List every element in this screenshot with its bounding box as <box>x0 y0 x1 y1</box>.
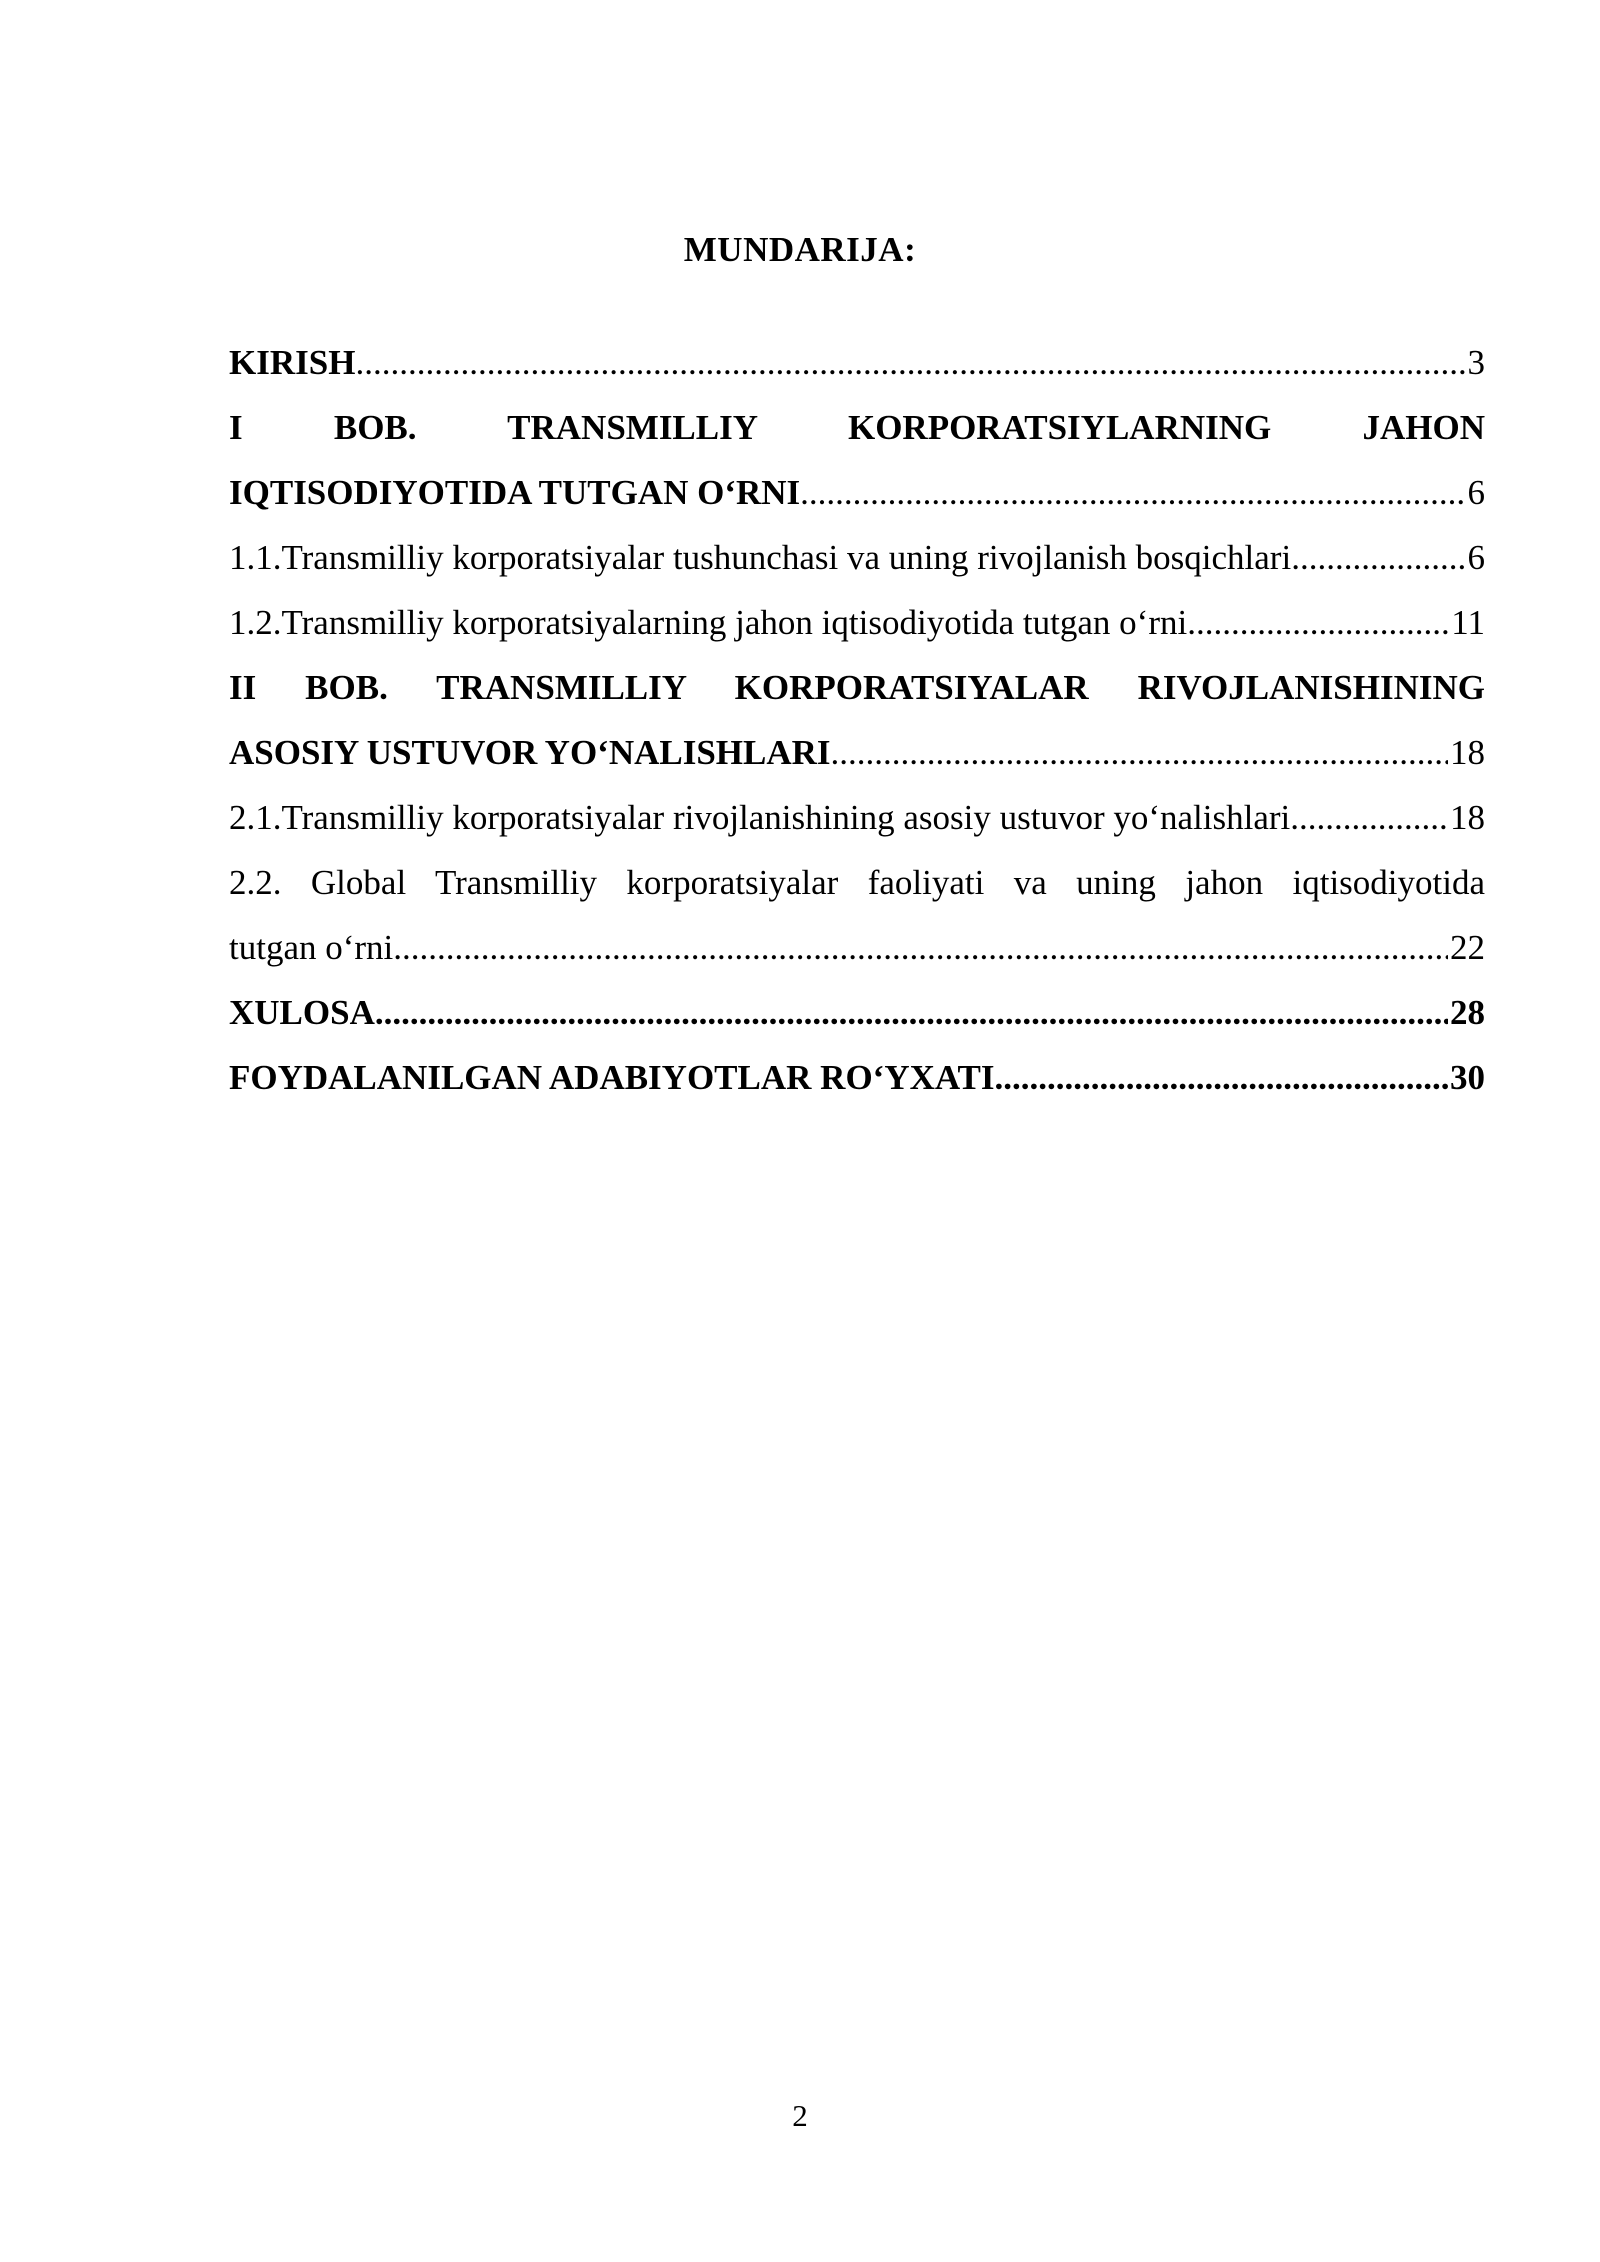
dot-leader <box>1187 590 1449 655</box>
toc-entry-section-2-2-line1[interactable] <box>229 850 1485 915</box>
toc-entry-label: IQTISODIYOTIDA TUTGAN O‘RNI <box>229 473 801 512</box>
page-title: MUNDARIJA: <box>683 230 917 269</box>
toc-page-number: 6 <box>1467 538 1485 577</box>
dot-leader <box>1290 785 1448 850</box>
dot-leader <box>1291 525 1465 590</box>
dot-leader <box>800 460 1465 525</box>
dot-leader <box>355 330 1465 395</box>
toc-entry-section-2-2-line2[interactable] <box>229 915 1485 980</box>
toc-page-number: 18 <box>1450 733 1485 772</box>
toc-page-number: 28 <box>1450 993 1485 1032</box>
toc-entry-label: 2.1.Transmilliy korporatsiyalar rivojlanishining asosiy ustuvor yo‘nalishlari <box>229 798 1291 837</box>
page-number: 2 <box>792 2098 808 2133</box>
toc-entry-section-1-2[interactable] <box>229 590 1485 655</box>
dot-leader <box>995 1045 1448 1110</box>
toc-page-number: 22 <box>1450 928 1485 967</box>
toc-entry-label: 2.2. Global Transmilliy korporatsiyalar faoliyati va uning jahon iqtisodiyotida <box>229 863 1485 902</box>
toc-page-number: 3 <box>1467 343 1485 382</box>
toc-entry-bob2-line2[interactable] <box>229 720 1485 785</box>
toc-entry-label: II BOB. TRANSMILLIY KORPORATSIYALAR RIVOJLANISHINING <box>229 668 1485 707</box>
toc-entry-kirish[interactable] <box>229 330 1485 395</box>
toc-page-number: 30 <box>1450 1058 1485 1097</box>
toc-entry-label: tutgan o‘rni <box>229 928 394 967</box>
toc-entry-xulosa[interactable] <box>229 980 1485 1045</box>
toc-entry-section-2-1[interactable] <box>229 785 1485 850</box>
dot-leader <box>393 915 1448 980</box>
toc-page-number: 11 <box>1451 603 1485 642</box>
toc-entry-bob2-line1[interactable] <box>229 655 1485 720</box>
toc-entry-adabiyotlar[interactable] <box>229 1045 1485 1110</box>
toc-entry-label: FOYDALANILGAN ADABIYOTLAR RO‘YXATI <box>229 1058 995 1097</box>
toc-entry-bob1-line2[interactable] <box>229 460 1485 525</box>
toc-entry-label: KIRISH <box>229 343 356 382</box>
toc-entry-label: I BOB. TRANSMILLIY KORPORATSIYLARNING JAHON <box>229 408 1485 447</box>
toc-entry-label: 1.2.Transmilliy korporatsiyalarning jahon iqtisodiyotida tutgan o‘rni <box>229 603 1188 642</box>
toc-page-number: 6 <box>1467 473 1485 512</box>
dot-leader <box>375 980 1448 1045</box>
dot-leader <box>831 720 1448 785</box>
table-of-contents <box>229 330 1485 1110</box>
toc-entry-bob1-line1[interactable] <box>229 395 1485 460</box>
toc-entry-label: XULOSA <box>229 993 375 1032</box>
toc-entry-section-1-1[interactable] <box>229 525 1485 590</box>
toc-entry-label: ASOSIY USTUVOR YO‘NALISHLARI <box>229 733 831 772</box>
toc-entry-label: 1.1.Transmilliy korporatsiyalar tushunchasi va uning rivojlanish bosqichlari <box>229 538 1292 577</box>
toc-page-number: 18 <box>1450 798 1485 837</box>
